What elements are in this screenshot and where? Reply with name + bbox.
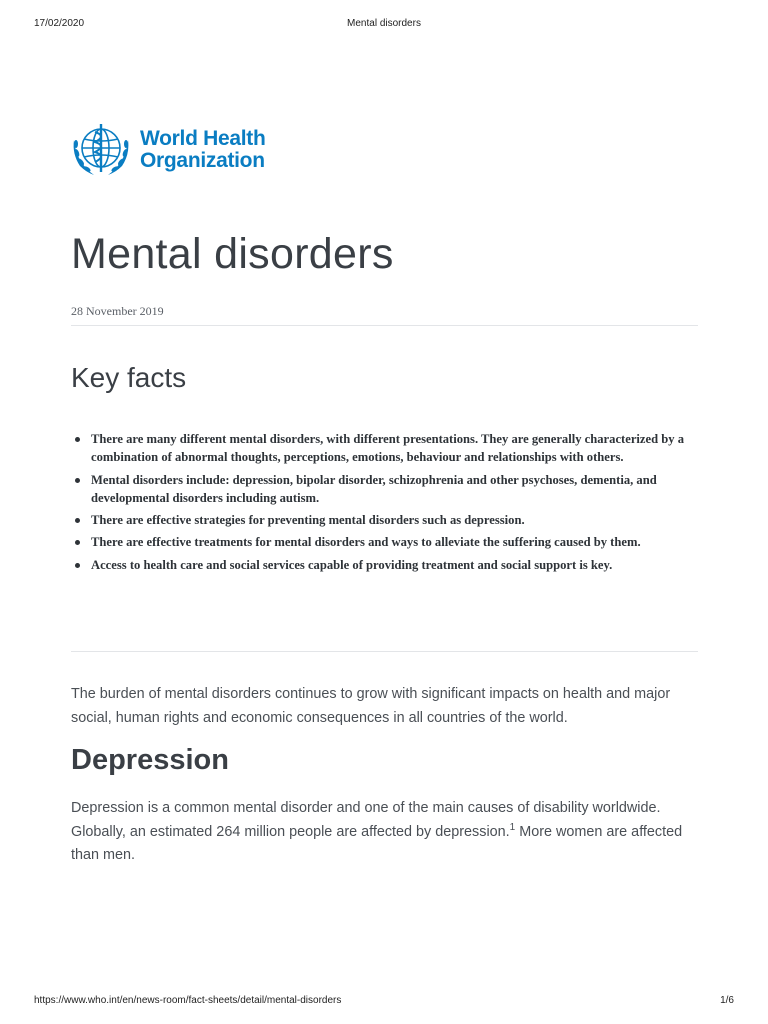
bullet-icon (75, 437, 80, 442)
divider (71, 325, 698, 326)
key-facts-list (71, 430, 701, 578)
bullet-icon (75, 478, 80, 483)
depression-heading: Depression (71, 744, 229, 776)
key-fact-text: There are effective treatments for mental disorders and ways to alleviate the suffering caused by them. (91, 535, 641, 550)
list-item (71, 430, 701, 467)
footnote-link[interactable]: 1 (509, 821, 516, 833)
key-fact-text: Access to health care and social services capable of providing treatment and social support is key. (91, 557, 613, 572)
who-logo-text (140, 128, 266, 172)
depression-paragraph (71, 797, 698, 868)
list-item (71, 471, 701, 508)
key-fact-text: There are effective strategies for preventing mental disorders such as depression. (91, 513, 525, 528)
list-item (71, 511, 701, 529)
page-url[interactable]: https://www.who.int/en/news-room/fact-sheets/detail/mental-disorders (34, 995, 342, 1006)
key-facts-heading: Key facts (71, 362, 187, 393)
intro-paragraph: The burden of mental disorders continues to grow with significant impacts on health and major social, human rights and economic consequences in all countries of the world. (71, 686, 671, 726)
key-fact-text: Mental disorders include: depression, bipolar disorder, schizophrenia and other psychoses, dementia, and developmental disorders including autism. (91, 472, 657, 505)
bullet-icon (75, 518, 80, 523)
publication-date: 28 November 2019 (71, 304, 164, 318)
logo-line-1: World Health (140, 127, 266, 150)
page-number: 1/6 (720, 995, 734, 1006)
list-item (71, 533, 701, 551)
who-logo[interactable] (70, 120, 270, 180)
who-emblem-icon (70, 120, 132, 180)
page-title: Mental disorders (71, 230, 394, 278)
logo-line-2: Organization (140, 149, 265, 172)
print-date: 17/02/2020 (34, 18, 85, 29)
key-fact-text: There are many different mental disorders, with different presentations. They are generally characterized by a combination of abnormal thoughts, perceptions, emotions, behaviour and relationships with others. (91, 432, 684, 465)
depression-text: Depression is a common mental disorder and one of the main causes of disability worldwide. Globally, an estimated 264 million people are affected by depression. (71, 800, 661, 840)
bullet-icon (75, 540, 80, 545)
divider (71, 651, 698, 652)
print-footer (34, 995, 734, 1009)
print-title: Mental disorders (347, 18, 421, 29)
depression-text-continued: More women are affected than men. (71, 823, 683, 863)
bullet-icon (75, 563, 80, 568)
list-item (71, 556, 701, 574)
print-header (34, 18, 734, 32)
